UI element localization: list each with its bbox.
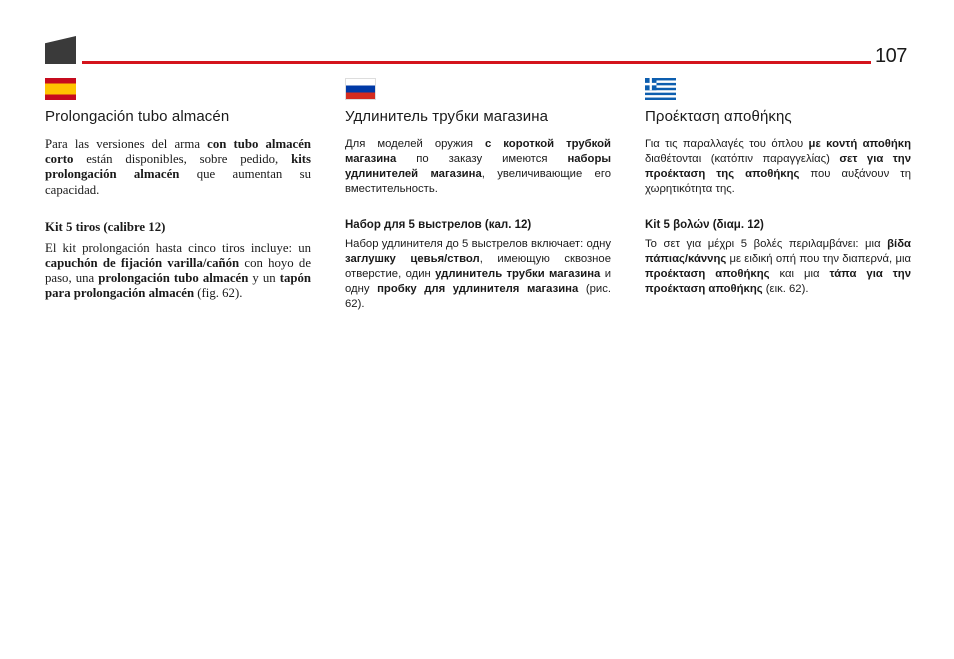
section-title: Удлинитель трубки магазина bbox=[345, 108, 549, 125]
column-spanish bbox=[45, 78, 311, 302]
kit-heading: Kit 5 βολών (διαμ. 12) bbox=[645, 219, 764, 231]
greece-flag-icon bbox=[645, 78, 676, 100]
page-number: 107 bbox=[875, 45, 907, 67]
kit-paragraph: Το σετ για μέχρι 5 βολές περιλαμβάνει: μια βίδα πάπιας/κάννης με ειδική οπή που την διαπερνά, μια προέκταση αποθήκης και μια τάπα για την προέκταση αποθήκης (εικ. 62). bbox=[645, 238, 911, 295]
kit-heading: Kit 5 tiros (calibre 12) bbox=[45, 219, 166, 234]
section-title: Προέκταση αποθήκης bbox=[645, 108, 792, 125]
column-greek bbox=[645, 78, 911, 297]
header-rule bbox=[82, 61, 871, 64]
intro-paragraph: Para las versiones del arma con tubo almacén corto están disponibles, sobre pedido, kits prolongación almacén que aumentan su capacidad. bbox=[45, 137, 311, 197]
kit-heading: Набор для 5 выстрелов (кал. 12) bbox=[345, 219, 532, 231]
column-russian bbox=[345, 78, 611, 312]
intro-paragraph: Для моделей оружия с короткой трубкой магазина по заказу имеются наборы удлинителей магазина, увеличивающие его вместительность. bbox=[345, 138, 612, 195]
kit-paragraph: Набор удлинителя до 5 выстрелов включает: одну заглушку цевья/ствол, имеющую сквозное отверстие, один удлинитель трубки магазина и одну пробку для удлинителя магазина (рис. 62). bbox=[345, 238, 612, 310]
russia-flag-icon bbox=[345, 78, 376, 100]
section-title: Prolongación tubo almacén bbox=[45, 108, 230, 125]
spain-flag-icon bbox=[45, 78, 76, 100]
corner-tab-mark bbox=[45, 36, 76, 64]
kit-paragraph: El kit prolongación hasta cinco tiros incluye: un capuchón de fijación varilla/cañón con hoyo de paso, una prolongación tubo almacén y un tapón para prolongación almacén (fig. 62). bbox=[45, 240, 311, 301]
intro-paragraph: Για τις παραλλαγές του όπλου με κοντή αποθήκη διαθέτονται (κατόπιν παραγγελίας) σετ για την προέκταση της αποθήκης που αυξάνουν τη χωρητικότητα της. bbox=[645, 138, 912, 195]
